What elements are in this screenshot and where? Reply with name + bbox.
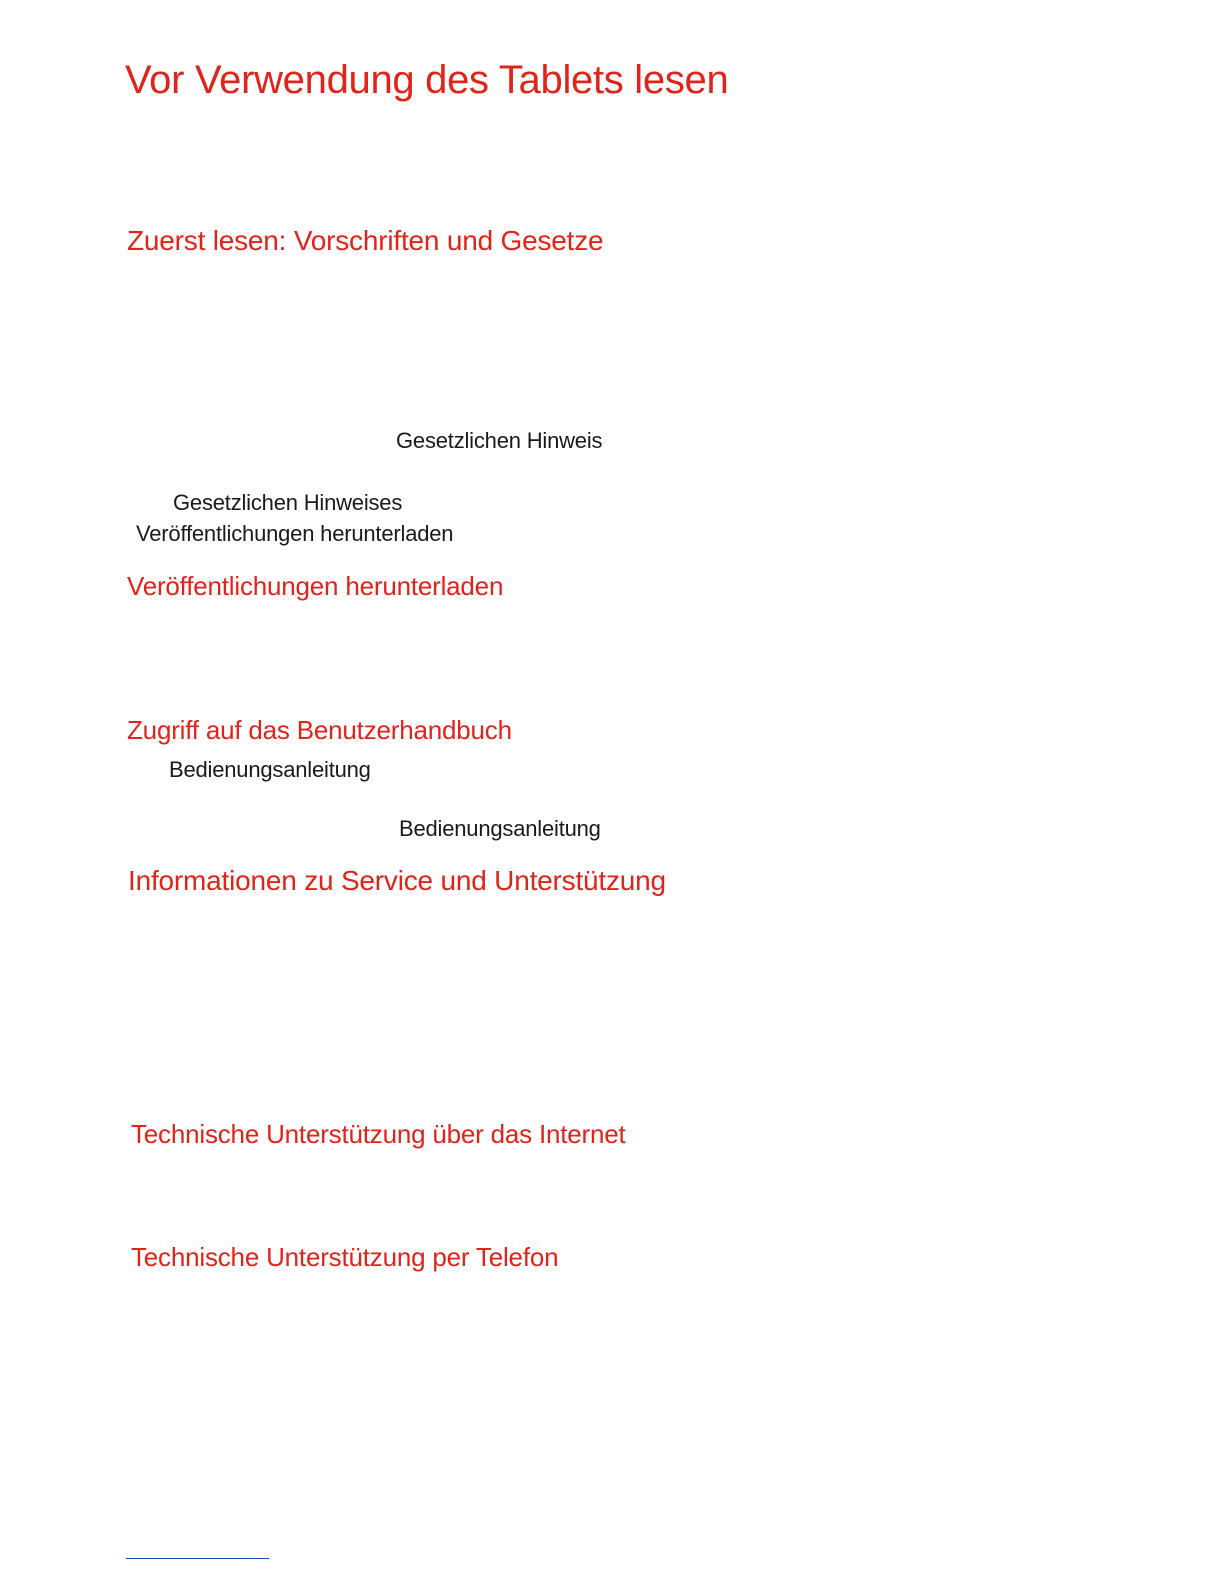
footnote-rule [126,1558,269,1559]
term-legal-notice-genitive: Gesetzlichen Hinweises [173,490,403,515]
section-heading-regulatory: Zuerst lesen: Vorschriften und Gesetze [127,225,604,256]
term-downloads-link[interactable]: Veröffentlichungen herunterladen [136,521,454,546]
page-title: Vor Verwendung des Tablets lesen [125,58,729,102]
section-heading-downloads: Veröffentlichungen herunterladen [127,571,504,601]
term-legal-notice: Gesetzlichen Hinweis [396,428,603,453]
section-heading-web-support: Technische Unterstützung über das Internet [131,1119,626,1149]
term-manual-second: Bedienungsanleitung [399,816,601,841]
section-heading-manual: Zugriff auf das Benutzerhandbuch [127,715,512,745]
section-heading-service: Informationen zu Service und Unterstützung [128,865,666,896]
section-heading-phone-support: Technische Unterstützung per Telefon [131,1242,559,1272]
term-manual-first: Bedienungsanleitung [169,757,371,782]
